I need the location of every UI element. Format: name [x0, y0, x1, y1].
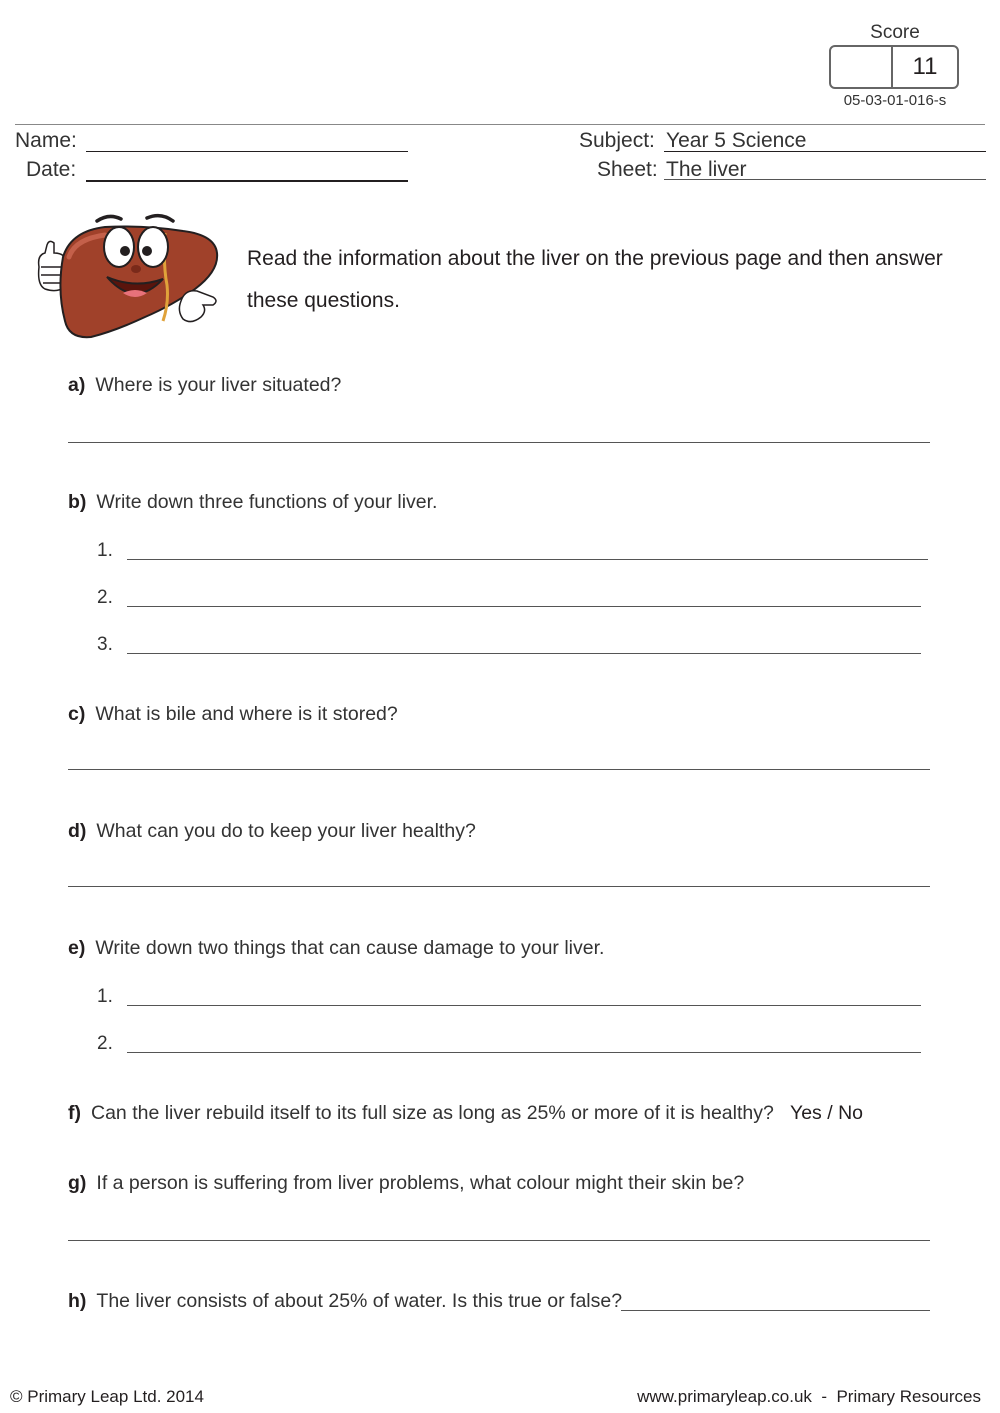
question-text: The liver consists of about 25% of water. Is this true or false? [96, 1290, 623, 1312]
question-text: Write down three functions of your liver. [96, 491, 438, 513]
answer-line-g[interactable] [68, 1240, 930, 1241]
question-letter: b) [68, 491, 87, 513]
question-c [68, 703, 398, 726]
list-number: 2. [97, 587, 113, 608]
answer-line-d[interactable] [68, 886, 930, 887]
question-text: If a person is suffering from liver problems, what colour might their skin be? [96, 1172, 745, 1194]
question-d [68, 820, 476, 843]
answer-line-h[interactable] [621, 1310, 930, 1311]
score-box [829, 45, 959, 89]
subject-label: Subject: [579, 129, 655, 152]
answer-line-e2[interactable] [127, 1052, 921, 1053]
question-letter: h) [68, 1290, 87, 1312]
question-e [68, 937, 604, 960]
question-letter: d) [68, 820, 87, 842]
question-letter: a) [68, 374, 86, 396]
answer-line-e1[interactable] [127, 1005, 921, 1006]
footer-copyright: © Primary Leap Ltd. 2014 [10, 1387, 204, 1406]
question-h [68, 1290, 622, 1313]
score-blank-cell [831, 47, 893, 87]
sheet-value: The liver [666, 158, 747, 181]
answer-line-b2[interactable] [127, 606, 921, 607]
question-text: What is bile and where is it stored? [95, 703, 398, 725]
list-number: 3. [97, 634, 113, 655]
question-letter: f) [68, 1102, 81, 1124]
list-number: 1. [97, 540, 113, 561]
answer-line-b1[interactable] [127, 559, 928, 560]
question-b [68, 491, 437, 514]
header-rule [15, 124, 985, 125]
sheet-code: 05-03-01-016-s [843, 92, 947, 109]
question-text: Write down two things that can cause damage to your liver. [95, 937, 605, 959]
name-field[interactable] [86, 151, 408, 152]
question-g [68, 1172, 744, 1195]
question-letter: c) [68, 703, 86, 725]
intro-instructions: Read the information about the liver on the previous page and then answer these questions. [247, 247, 943, 312]
liver-mascot-icon [35, 205, 225, 345]
question-letter: g) [68, 1172, 87, 1194]
list-number: 2. [97, 1033, 113, 1054]
question-a [68, 374, 341, 397]
footer-website-link[interactable]: www.primaryleap.co.uk - Primary Resources [637, 1387, 981, 1406]
list-number: 1. [97, 986, 113, 1007]
question-text: Can the liver rebuild itself to its full size as long as 25% or more of it is healthy? [91, 1102, 774, 1124]
question-letter: e) [68, 937, 86, 959]
yes-no-options[interactable]: Yes / No [790, 1102, 863, 1124]
score-value: 11 [912, 53, 938, 80]
date-label: Date: [26, 158, 77, 181]
date-field[interactable] [86, 180, 408, 182]
question-f [68, 1102, 774, 1125]
answer-line-b3[interactable] [127, 653, 921, 654]
score-label: Score [870, 22, 920, 43]
subject-underline [664, 151, 986, 152]
subject-value: Year 5 Science [666, 129, 807, 152]
name-label: Name: [15, 129, 77, 152]
question-text: Where is your liver situated? [95, 374, 342, 396]
sheet-label: Sheet: [597, 158, 658, 181]
sheet-underline [664, 179, 986, 180]
answer-line-c[interactable] [68, 769, 930, 770]
question-text: What can you do to keep your liver healthy? [96, 820, 476, 842]
answer-line-a[interactable] [68, 442, 930, 443]
